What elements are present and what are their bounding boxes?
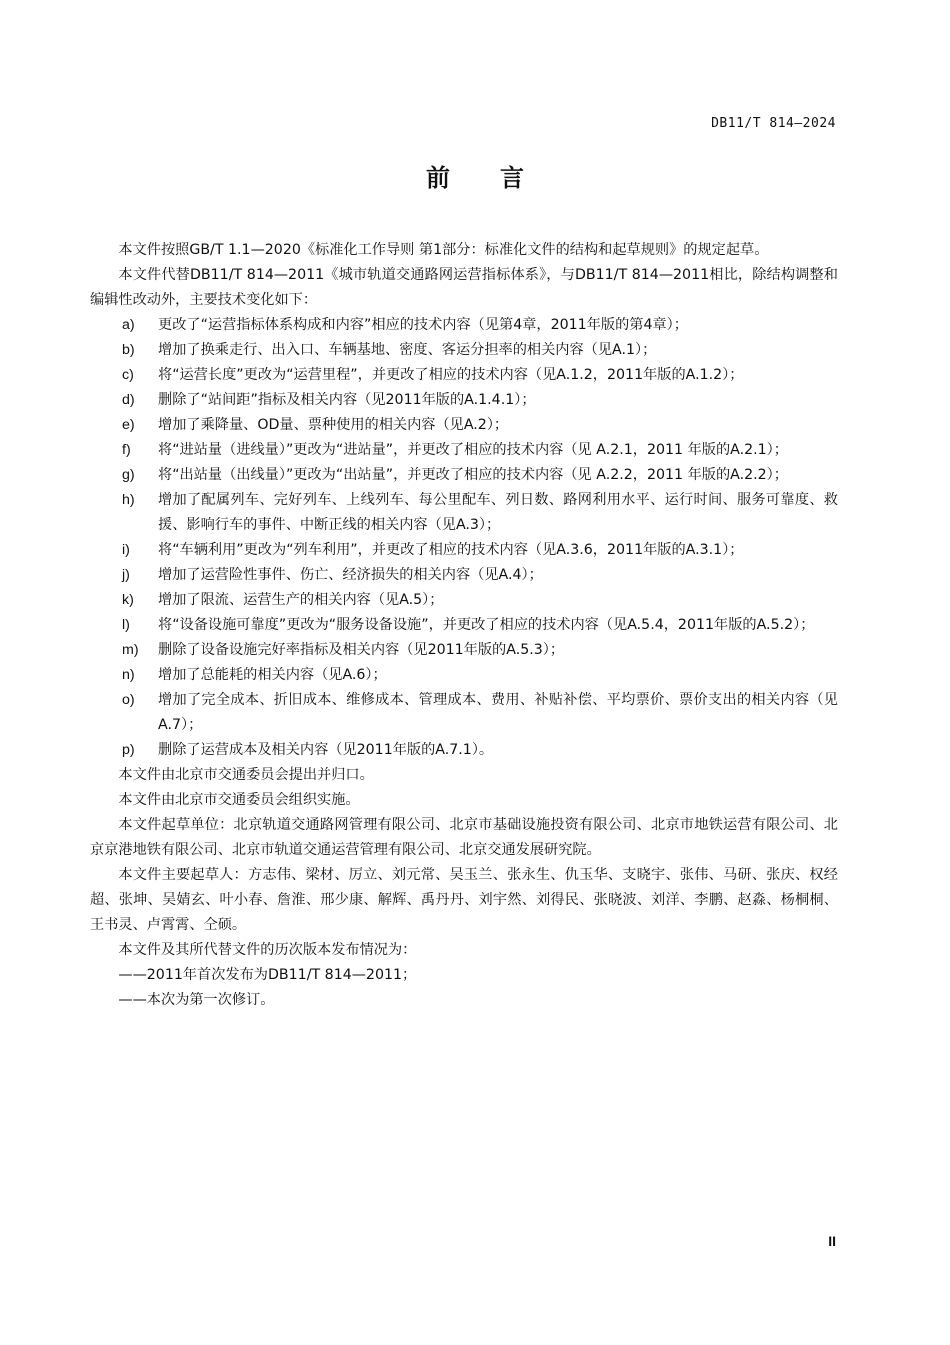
list-item xyxy=(122,413,838,438)
list-text: 将“车辆利用”更改为“列车利用”，并更改了相应的技术内容（见A.3.6，2011年版的A.3.1）； xyxy=(158,542,744,558)
drafting-units-paragraph: 本文件起草单位：北京轨道交通路网管理有限公司、北京市基础设施投资有限公司、北京市地铁运营有限公司、北京京港地铁有限公司、北京市轨道交通运营管理有限公司、北京交通发展研究院。 xyxy=(90,817,838,858)
list-text: 更改了“运营指标体系构成和内容”相应的技术内容（见第4章，2011年版的第4章）； xyxy=(158,317,688,333)
list-marker: c) xyxy=(122,367,134,383)
list-marker: b) xyxy=(122,342,135,358)
closing-paragraph: 本文件由北京市交通委员会提出并归口。 xyxy=(118,767,374,783)
list-marker: e) xyxy=(122,417,135,433)
list-item xyxy=(122,638,838,663)
history-intro-paragraph: 本文件及其所代替文件的历次版本发布情况为： xyxy=(118,942,417,958)
list-text: 删除了运营成本及相关内容（见2011年版的A.7.1）。 xyxy=(158,742,494,758)
list-text: 增加了配属列车、完好列车、上线列车、每公里配车、列日数、路网利用水平、运行时间、服务可靠度、救援、影响行车的事件、中断正线的相关内容（见A.3）； xyxy=(158,492,838,533)
changes-list xyxy=(90,313,838,763)
page-number: II xyxy=(828,1233,836,1249)
list-item xyxy=(122,388,838,413)
list-marker: h) xyxy=(122,492,135,508)
list-marker: n) xyxy=(122,667,135,683)
list-item xyxy=(122,663,838,688)
list-text: 增加了运营险性事件、伤亡、经济损失的相关内容（见A.4）； xyxy=(158,567,543,583)
list-marker: m) xyxy=(122,642,139,658)
list-text: 增加了完全成本、折旧成本、维修成本、管理成本、费用、补贴补偿、平均票价、票价支出的相关内容（见A.7）； xyxy=(158,692,838,733)
list-text: 增加了换乘走行、出入口、车辆基地、密度、客运分担率的相关内容（见A.1）； xyxy=(158,342,657,358)
document-body xyxy=(90,238,838,1013)
document-code: DB11/T 814—2024 xyxy=(711,116,836,131)
list-item xyxy=(122,463,838,488)
list-text: 将“进站量（进线量）”更改为“进站量”，并更改了相应的技术内容（见 A.2.1，2011 年版的A.2.1）； xyxy=(158,442,788,458)
title-char-1: 前 xyxy=(426,163,450,192)
list-item xyxy=(122,488,838,538)
list-item xyxy=(122,588,838,613)
intro-paragraph: 本文件按照GB/T 1.1—2020《标准化工作导则 第1部分：标准化文件的结构和起草规则》的规定起草。 xyxy=(118,242,769,258)
list-marker: o) xyxy=(122,692,135,708)
list-marker: l) xyxy=(122,617,130,633)
list-text: 将“运营长度”更改为“运营里程”，并更改了相应的技术内容（见A.1.2，2011年版的A.1.2）； xyxy=(158,367,744,383)
list-item xyxy=(122,363,838,388)
history-item: ——本次为第一次修订。 xyxy=(118,992,275,1008)
drafters-paragraph: 本文件主要起草人：方志伟、梁材、厉立、刘元常、吴玉兰、张永生、仇玉华、支晓宇、张伟、马研、张庆、权经超、张坤、吴婧玄、叶小春、詹淮、邢少康、解辉、禹丹丹、刘宇然、刘得民、张晓波、刘洋、李鹏、赵淼、杨桐桐、王书灵、卢霄霄、仝硕。 xyxy=(90,867,838,933)
list-marker: a) xyxy=(122,317,135,333)
list-item xyxy=(122,738,838,763)
list-marker: k) xyxy=(122,592,134,608)
list-item xyxy=(122,563,838,588)
list-item xyxy=(122,613,838,638)
list-item xyxy=(122,538,838,563)
list-marker: f) xyxy=(122,442,131,458)
list-text: 将“设备设施可靠度”更改为“服务设备设施”，并更改了相应的技术内容（见A.5.4，2011年版的A.5.2）； xyxy=(158,617,815,633)
list-marker: g) xyxy=(122,467,135,483)
list-marker: d) xyxy=(122,392,135,408)
history-item: ——2011年首次发布为DB11/T 814—2011； xyxy=(118,967,417,983)
list-item xyxy=(122,438,838,463)
page-title xyxy=(0,158,950,193)
list-text: 增加了乘降量、OD量、票种使用的相关内容（见A.2）； xyxy=(158,417,509,433)
list-marker: j) xyxy=(122,567,130,583)
list-marker: i) xyxy=(122,542,130,558)
list-text: 增加了总能耗的相关内容（见A.6）； xyxy=(158,667,387,683)
list-item xyxy=(122,338,838,363)
list-text: 增加了限流、运营生产的相关内容（见A.5）； xyxy=(158,592,444,608)
closing-paragraph: 本文件由北京市交通委员会组织实施。 xyxy=(118,792,360,808)
title-char-2: 言 xyxy=(500,163,524,192)
list-text: 将“出站量（出线量）”更改为“出站量”，并更改了相应的技术内容（见 A.2.2，2011 年版的A.2.2）； xyxy=(158,467,788,483)
list-item xyxy=(122,688,838,738)
list-text: 删除了设备设施完好率指标及相关内容（见2011年版的A.5.3）； xyxy=(158,642,565,658)
list-text: 删除了“站间距”指标及相关内容（见2011年版的A.1.4.1）； xyxy=(158,392,536,408)
list-item xyxy=(122,313,838,338)
list-marker: p) xyxy=(122,742,135,758)
intro-paragraph: 本文件代替DB11/T 814—2011《城市轨道交通路网运营指标体系》，与DB11/T 814—2011相比，除结构调整和编辑性改动外，主要技术变化如下： xyxy=(90,267,838,308)
